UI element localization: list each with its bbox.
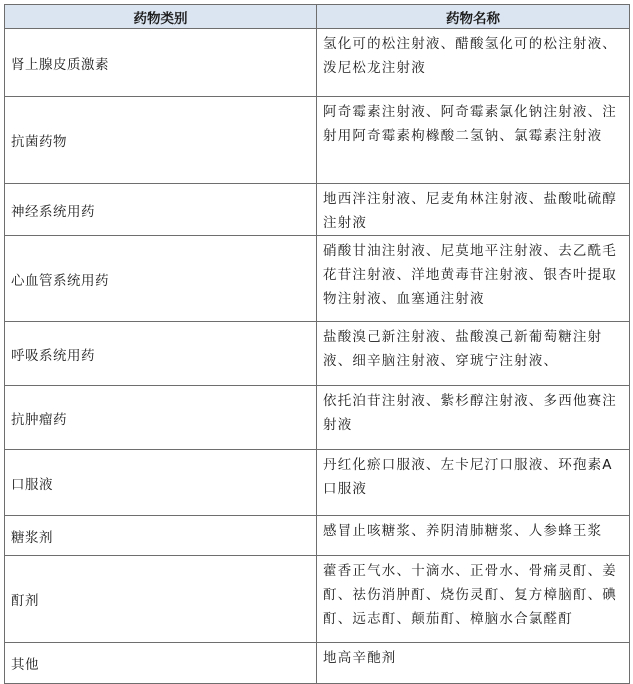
drug-names-cell: 感冒止咳糖浆、养阴清肺糖浆、人参蜂王浆 (317, 516, 630, 556)
drug-names-cell: 地西泮注射液、尼麦角林注射液、盐酸吡硫醇注射液 (317, 184, 630, 236)
table-row (5, 643, 630, 684)
header-drug-category: 药物类别 (5, 5, 317, 29)
table-row (5, 450, 630, 516)
drug-names-cell: 氢化可的松注射液、醋酸氢化可的松注射液、泼尼松龙注射液 (317, 29, 630, 97)
drug-names-cell: 依托泊苷注射液、紫杉醇注射液、多西他赛注射液 (317, 386, 630, 450)
drug-names-cell: 丹红化瘀口服液、左卡尼汀口服液、环孢素A口服液 (317, 450, 630, 516)
table-row (5, 29, 630, 97)
drug-category-table (4, 4, 630, 684)
table-row (5, 184, 630, 236)
table-row (5, 516, 630, 556)
drug-names-cell: 阿奇霉素注射液、阿奇霉素氯化钠注射液、注射用阿奇霉素枸橼酸二氢钠、氯霉素注射液 (317, 97, 630, 184)
category-cell: 其他 (5, 643, 317, 684)
drug-names-cell: 藿香正气水、十滴水、正骨水、骨痛灵酊、姜酊、祛伤消肿酊、烧伤灵酊、复方樟脑酊、碘酊、远志酊、颠茄酊、樟脑水合氯醛酊 (317, 556, 630, 643)
header-drug-name: 药物名称 (317, 5, 630, 29)
table-row (5, 386, 630, 450)
table-row (5, 236, 630, 322)
drug-names-cell: 盐酸溴己新注射液、盐酸溴己新葡萄糖注射液、细辛脑注射液、穿琥宁注射液、 (317, 322, 630, 386)
category-cell: 糖浆剂 (5, 516, 317, 556)
table-row (5, 97, 630, 184)
category-cell: 肾上腺皮质激素 (5, 29, 317, 97)
category-cell: 神经系统用药 (5, 184, 317, 236)
category-cell: 酊剂 (5, 556, 317, 643)
drug-names-cell: 硝酸甘油注射液、尼莫地平注射液、去乙酰毛花苷注射液、洋地黄毒苷注射液、银杏叶提取物注射液、血塞通注射液 (317, 236, 630, 322)
drug-names-cell: 地高辛酏剂 (317, 643, 630, 684)
category-cell: 口服液 (5, 450, 317, 516)
category-cell: 呼吸系统用药 (5, 322, 317, 386)
category-cell: 抗菌药物 (5, 97, 317, 184)
table-row (5, 556, 630, 643)
table-row (5, 322, 630, 386)
category-cell: 心血管系统用药 (5, 236, 317, 322)
category-cell: 抗肿瘤药 (5, 386, 317, 450)
table-header-row (5, 5, 630, 29)
